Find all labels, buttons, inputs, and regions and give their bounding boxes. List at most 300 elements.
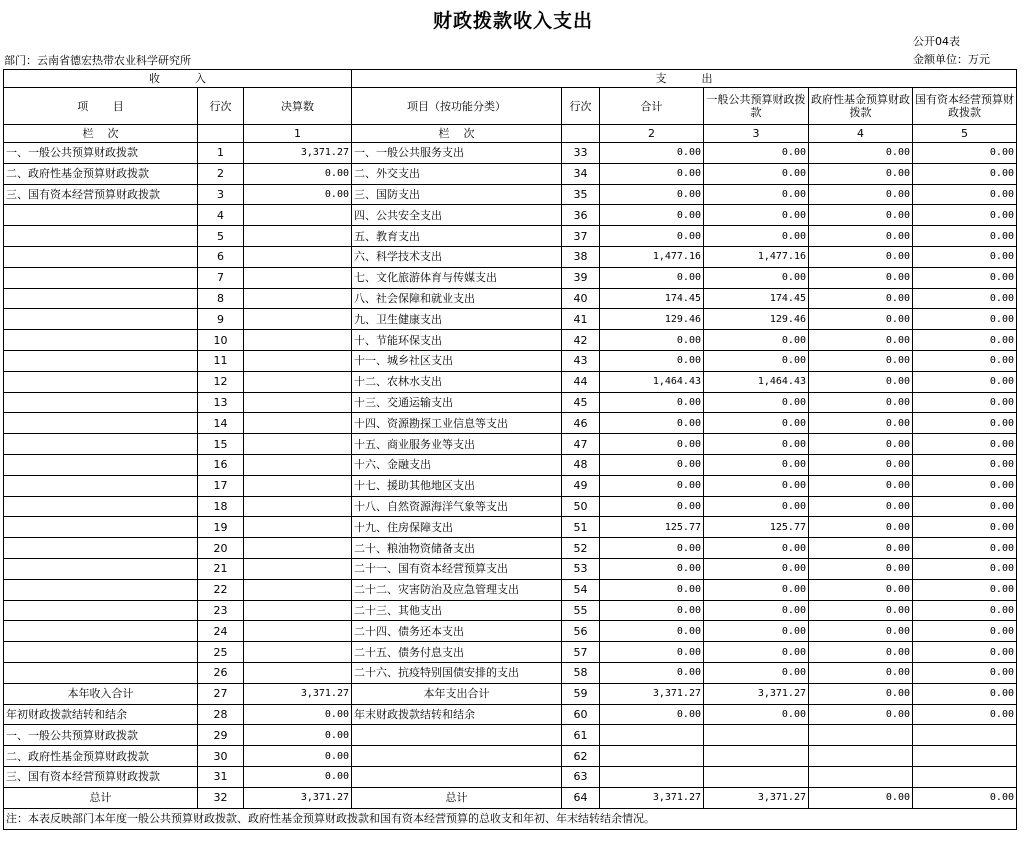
table-row [4, 350, 1017, 371]
expense-general-cell: 3,371.27 [704, 683, 809, 704]
table-row [4, 725, 1017, 746]
expense-line-cell: 44 [562, 371, 600, 392]
expense-line-cell: 36 [562, 205, 600, 226]
expense-line-cell: 37 [562, 226, 600, 247]
income-amount-cell [244, 600, 352, 621]
expense-total-cell: 0.00 [600, 267, 704, 288]
expense-general-cell: 0.00 [704, 413, 809, 434]
income-item-cell [4, 600, 198, 621]
expense-line-cell: 46 [562, 413, 600, 434]
expense-line-cell: 45 [562, 392, 600, 413]
expense-fund-cell: 0.00 [809, 683, 913, 704]
expense-fund-cell: 0.00 [809, 517, 913, 538]
expense-line-cell: 56 [562, 621, 600, 642]
income-item-cell [4, 371, 198, 392]
expense-state-cell: 0.00 [913, 309, 1017, 330]
expense-line-cell: 33 [562, 143, 600, 164]
expense-state-cell [913, 725, 1017, 746]
expense-item-cell: 本年支出合计 [352, 683, 562, 704]
col-func-item-header: 项目（按功能分类） [352, 88, 562, 125]
expense-line-cell: 43 [562, 350, 600, 371]
expense-state-cell: 0.00 [913, 330, 1017, 351]
table-row [4, 787, 1017, 808]
table-row [4, 309, 1017, 330]
table-row [4, 558, 1017, 579]
expense-general-cell: 0.00 [704, 434, 809, 455]
expense-general-cell: 0.00 [704, 704, 809, 725]
header-index-row [4, 125, 1017, 143]
expense-total-cell: 0.00 [600, 143, 704, 164]
expense-total-cell: 0.00 [600, 413, 704, 434]
expense-item-cell: 总计 [352, 787, 562, 808]
expense-total-cell: 0.00 [600, 205, 704, 226]
expense-total-cell: 0.00 [600, 454, 704, 475]
expense-total-cell: 0.00 [600, 330, 704, 351]
expense-state-cell: 0.00 [913, 475, 1017, 496]
expense-state-cell: 0.00 [913, 683, 1017, 704]
expense-total-cell [600, 725, 704, 746]
expense-fund-cell: 0.00 [809, 787, 913, 808]
expense-general-cell: 125.77 [704, 517, 809, 538]
expense-line-cell: 59 [562, 683, 600, 704]
expense-line-cell: 60 [562, 704, 600, 725]
expense-fund-cell [809, 766, 913, 787]
income-item-cell [4, 309, 198, 330]
table-row [4, 683, 1017, 704]
income-line-cell: 17 [198, 475, 244, 496]
expense-fund-cell: 0.00 [809, 371, 913, 392]
expense-fund-cell: 0.00 [809, 413, 913, 434]
income-item-cell [4, 330, 198, 351]
expense-fund-cell: 0.00 [809, 704, 913, 725]
col-line2-header: 行次 [562, 88, 600, 125]
expense-item-cell: 九、卫生健康支出 [352, 309, 562, 330]
expense-fund-cell: 0.00 [809, 288, 913, 309]
expense-item-cell: 四、公共安全支出 [352, 205, 562, 226]
expense-total-cell: 1,464.43 [600, 371, 704, 392]
expense-total-cell: 0.00 [600, 184, 704, 205]
income-amount-cell: 3,371.27 [244, 787, 352, 808]
col-label2-header: 栏 次 [352, 125, 562, 143]
table-row [4, 621, 1017, 642]
income-item-cell [4, 538, 198, 559]
expense-state-cell: 0.00 [913, 704, 1017, 725]
income-item-cell [4, 392, 198, 413]
col-general-header: 一般公共预算财政拨款 [704, 88, 809, 125]
income-item-cell [4, 350, 198, 371]
expense-item-cell: 十五、商业服务业等支出 [352, 434, 562, 455]
expense-fund-cell: 0.00 [809, 246, 913, 267]
expense-item-cell: 六、科学技术支出 [352, 246, 562, 267]
expense-state-cell: 0.00 [913, 579, 1017, 600]
income-line-cell: 4 [198, 205, 244, 226]
income-item-cell [4, 413, 198, 434]
income-amount-cell [244, 642, 352, 663]
income-line-cell: 30 [198, 746, 244, 767]
income-line-cell: 11 [198, 350, 244, 371]
income-line-cell: 26 [198, 662, 244, 683]
expense-total-cell: 0.00 [600, 579, 704, 600]
expense-item-cell: 五、教育支出 [352, 226, 562, 247]
expense-general-cell: 0.00 [704, 642, 809, 663]
table-row [4, 246, 1017, 267]
table-row [4, 746, 1017, 767]
expense-item-cell: 三、国防支出 [352, 184, 562, 205]
expense-total-cell: 0.00 [600, 392, 704, 413]
expense-state-cell [913, 766, 1017, 787]
table-row [4, 434, 1017, 455]
expense-fund-cell: 0.00 [809, 600, 913, 621]
income-amount-cell: 0.00 [244, 704, 352, 725]
amount-unit: 金额单位：万元 [913, 53, 990, 66]
expense-line-cell: 51 [562, 517, 600, 538]
expense-state-cell: 0.00 [913, 413, 1017, 434]
table-row [4, 662, 1017, 683]
expense-general-cell: 0.00 [704, 143, 809, 164]
income-line-cell: 8 [198, 288, 244, 309]
income-amount-cell [244, 579, 352, 600]
expense-state-cell: 0.00 [913, 371, 1017, 392]
table-row [4, 454, 1017, 475]
expense-state-cell: 0.00 [913, 205, 1017, 226]
expense-item-cell: 二十三、其他支出 [352, 600, 562, 621]
expense-line-cell: 38 [562, 246, 600, 267]
table-row [4, 143, 1017, 164]
expense-line-cell: 64 [562, 787, 600, 808]
income-item-cell: 年初财政拨款结转和结余 [4, 704, 198, 725]
income-line-cell: 20 [198, 538, 244, 559]
col-total-header: 合计 [600, 88, 704, 125]
expense-fund-cell: 0.00 [809, 558, 913, 579]
income-item-cell [4, 475, 198, 496]
income-amount-cell: 0.00 [244, 725, 352, 746]
income-line-cell: 18 [198, 496, 244, 517]
income-amount-cell [244, 330, 352, 351]
expense-total-cell: 125.77 [600, 517, 704, 538]
income-item-cell [4, 496, 198, 517]
expense-item-cell: 十四、资源勘探工业信息等支出 [352, 413, 562, 434]
expense-item-cell: 二十一、国有资本经营预算支出 [352, 558, 562, 579]
income-line-cell: 15 [198, 434, 244, 455]
income-item-cell [4, 205, 198, 226]
col-state-header: 国有资本经营预算财政拨款 [913, 88, 1017, 125]
income-line-cell: 14 [198, 413, 244, 434]
index-1: 1 [244, 125, 352, 143]
income-line-cell: 31 [198, 766, 244, 787]
table-row [4, 267, 1017, 288]
table-row [4, 704, 1017, 725]
income-item-cell [4, 288, 198, 309]
income-group-header: 收 入 [4, 70, 352, 88]
note-row [4, 808, 1017, 829]
income-item-cell [4, 226, 198, 247]
income-line-cell: 9 [198, 309, 244, 330]
expense-general-cell: 129.46 [704, 309, 809, 330]
expense-fund-cell: 0.00 [809, 205, 913, 226]
expense-item-cell: 十三、交通运输支出 [352, 392, 562, 413]
expense-fund-cell [809, 725, 913, 746]
income-line-cell: 10 [198, 330, 244, 351]
form-code: 公开04表 [913, 35, 960, 48]
expense-line-cell: 53 [562, 558, 600, 579]
income-line-cell: 1 [198, 143, 244, 164]
expense-state-cell: 0.00 [913, 642, 1017, 663]
expense-line-cell: 62 [562, 746, 600, 767]
expense-fund-cell: 0.00 [809, 330, 913, 351]
expense-fund-cell: 0.00 [809, 143, 913, 164]
expense-line-cell: 41 [562, 309, 600, 330]
table-row [4, 163, 1017, 184]
expense-fund-cell: 0.00 [809, 642, 913, 663]
expense-fund-cell: 0.00 [809, 226, 913, 247]
income-amount-cell [244, 392, 352, 413]
income-item-cell: 总计 [4, 787, 198, 808]
income-item-cell: 一、一般公共预算财政拨款 [4, 725, 198, 746]
expense-total-cell: 0.00 [600, 558, 704, 579]
expense-item-cell: 十一、城乡社区支出 [352, 350, 562, 371]
income-line-cell: 23 [198, 600, 244, 621]
expense-total-cell: 0.00 [600, 662, 704, 683]
expense-general-cell: 0.00 [704, 496, 809, 517]
expense-fund-cell: 0.00 [809, 662, 913, 683]
expense-fund-cell: 0.00 [809, 184, 913, 205]
expense-total-cell: 129.46 [600, 309, 704, 330]
income-item-cell [4, 246, 198, 267]
expense-line-cell: 52 [562, 538, 600, 559]
table-row [4, 475, 1017, 496]
expense-fund-cell: 0.00 [809, 267, 913, 288]
expense-general-cell: 0.00 [704, 662, 809, 683]
table-row [4, 413, 1017, 434]
expense-general-cell [704, 766, 809, 787]
expense-general-cell: 1,477.16 [704, 246, 809, 267]
expense-fund-cell: 0.00 [809, 392, 913, 413]
expense-item-cell [352, 746, 562, 767]
expense-item-cell: 二十六、抗疫特别国债安排的支出 [352, 662, 562, 683]
expense-state-cell: 0.00 [913, 517, 1017, 538]
expense-line-cell: 48 [562, 454, 600, 475]
income-line-cell: 27 [198, 683, 244, 704]
expense-general-cell: 0.00 [704, 330, 809, 351]
expense-item-cell: 八、社会保障和就业支出 [352, 288, 562, 309]
expense-state-cell: 0.00 [913, 288, 1017, 309]
expense-state-cell: 0.00 [913, 184, 1017, 205]
expense-line-cell: 47 [562, 434, 600, 455]
expense-line-cell: 58 [562, 662, 600, 683]
income-amount-cell [244, 205, 352, 226]
income-item-cell [4, 579, 198, 600]
expense-fund-cell: 0.00 [809, 496, 913, 517]
expense-general-cell: 0.00 [704, 600, 809, 621]
expense-item-cell: 十六、金融支出 [352, 454, 562, 475]
income-item-cell: 三、国有资本经营预算财政拨款 [4, 184, 198, 205]
expense-state-cell: 0.00 [913, 163, 1017, 184]
col-final-header: 决算数 [244, 88, 352, 125]
table-row [4, 288, 1017, 309]
expense-general-cell: 0.00 [704, 454, 809, 475]
expense-general-cell [704, 746, 809, 767]
income-line-cell: 2 [198, 163, 244, 184]
income-amount-cell: 0.00 [244, 184, 352, 205]
income-item-cell: 二、政府性基金预算财政拨款 [4, 163, 198, 184]
expense-item-cell [352, 725, 562, 746]
expense-group-header: 支 出 [352, 70, 1017, 88]
table-row [4, 600, 1017, 621]
expense-item-cell: 十、节能环保支出 [352, 330, 562, 351]
expense-state-cell: 0.00 [913, 558, 1017, 579]
expense-state-cell: 0.00 [913, 392, 1017, 413]
expense-total-cell: 0.00 [600, 434, 704, 455]
income-line-cell: 19 [198, 517, 244, 538]
expense-state-cell [913, 746, 1017, 767]
expense-item-cell: 二十二、灾害防治及应急管理支出 [352, 579, 562, 600]
income-amount-cell [244, 371, 352, 392]
index-5: 5 [913, 125, 1017, 143]
expense-state-cell: 0.00 [913, 621, 1017, 642]
expense-fund-cell: 0.00 [809, 538, 913, 559]
expense-total-cell: 1,477.16 [600, 246, 704, 267]
table-note: 注：本表反映部门本年度一般公共预算财政拨款、政府性基金预算财政拨款和国有资本经营预算的总收支和年初、年末结转结余情况。 [4, 808, 1017, 829]
expense-state-cell: 0.00 [913, 787, 1017, 808]
income-amount-cell [244, 226, 352, 247]
expense-general-cell: 0.00 [704, 163, 809, 184]
expense-fund-cell: 0.00 [809, 350, 913, 371]
expense-item-cell: 二十五、债务付息支出 [352, 642, 562, 663]
income-line-cell: 29 [198, 725, 244, 746]
expense-item-cell: 十八、自然资源海洋气象等支出 [352, 496, 562, 517]
expense-item-cell: 一、一般公共服务支出 [352, 143, 562, 164]
expense-general-cell: 0.00 [704, 558, 809, 579]
expense-total-cell: 0.00 [600, 600, 704, 621]
income-line-cell: 13 [198, 392, 244, 413]
income-item-cell [4, 558, 198, 579]
table-row [4, 579, 1017, 600]
expense-general-cell [704, 725, 809, 746]
table-row [4, 517, 1017, 538]
income-item-cell: 一、一般公共预算财政拨款 [4, 143, 198, 164]
expense-general-cell: 0.00 [704, 205, 809, 226]
income-amount-cell [244, 246, 352, 267]
income-amount-cell [244, 309, 352, 330]
income-amount-cell [244, 454, 352, 475]
expense-line-cell: 55 [562, 600, 600, 621]
income-line-cell: 28 [198, 704, 244, 725]
page-title: 财政拨款收入支出 [432, 10, 593, 32]
income-amount-cell: 3,371.27 [244, 143, 352, 164]
expense-total-cell: 0.00 [600, 475, 704, 496]
income-amount-cell [244, 496, 352, 517]
expense-line-cell: 34 [562, 163, 600, 184]
income-amount-cell [244, 538, 352, 559]
expense-total-cell: 3,371.27 [600, 683, 704, 704]
expense-total-cell: 0.00 [600, 621, 704, 642]
expense-total-cell: 0.00 [600, 163, 704, 184]
income-amount-cell [244, 413, 352, 434]
income-line-cell: 32 [198, 787, 244, 808]
expense-general-cell: 0.00 [704, 579, 809, 600]
income-amount-cell [244, 288, 352, 309]
income-amount-cell [244, 267, 352, 288]
income-line-cell: 12 [198, 371, 244, 392]
expense-general-cell: 0.00 [704, 184, 809, 205]
header-group-row [4, 70, 1017, 88]
expense-fund-cell: 0.00 [809, 475, 913, 496]
expense-line-cell: 42 [562, 330, 600, 351]
expense-line-cell: 63 [562, 766, 600, 787]
expense-state-cell: 0.00 [913, 496, 1017, 517]
expense-general-cell: 174.45 [704, 288, 809, 309]
expense-item-cell: 二十、粮油物资储备支出 [352, 538, 562, 559]
expense-total-cell: 0.00 [600, 496, 704, 517]
expense-fund-cell: 0.00 [809, 621, 913, 642]
income-item-cell [4, 662, 198, 683]
income-line-cell: 3 [198, 184, 244, 205]
table-row [4, 205, 1017, 226]
income-line-cell: 6 [198, 246, 244, 267]
income-line-cell: 7 [198, 267, 244, 288]
expense-item-cell: 七、文化旅游体育与传媒支出 [352, 267, 562, 288]
expense-total-cell: 0.00 [600, 642, 704, 663]
table-row [4, 766, 1017, 787]
expense-state-cell: 0.00 [913, 267, 1017, 288]
income-amount-cell: 3,371.27 [244, 683, 352, 704]
expense-general-cell: 0.00 [704, 475, 809, 496]
table-row [4, 184, 1017, 205]
income-amount-cell [244, 475, 352, 496]
income-item-cell [4, 267, 198, 288]
expense-line-cell: 40 [562, 288, 600, 309]
expense-general-cell: 0.00 [704, 226, 809, 247]
expense-state-cell: 0.00 [913, 434, 1017, 455]
table-row [4, 496, 1017, 517]
income-item-cell: 本年收入合计 [4, 683, 198, 704]
expense-state-cell: 0.00 [913, 350, 1017, 371]
income-line-cell: 5 [198, 226, 244, 247]
expense-total-cell: 0.00 [600, 350, 704, 371]
income-amount-cell [244, 434, 352, 455]
expense-line-cell: 50 [562, 496, 600, 517]
expense-general-cell: 1,464.43 [704, 371, 809, 392]
income-line-cell: 25 [198, 642, 244, 663]
expense-state-cell: 0.00 [913, 143, 1017, 164]
col-label-header: 栏 次 [4, 125, 198, 143]
expense-state-cell: 0.00 [913, 246, 1017, 267]
table-row [4, 392, 1017, 413]
income-amount-cell [244, 350, 352, 371]
income-amount-cell [244, 621, 352, 642]
expense-line-cell: 61 [562, 725, 600, 746]
expense-item-cell: 十九、住房保障支出 [352, 517, 562, 538]
expense-general-cell: 0.00 [704, 538, 809, 559]
expense-line-cell: 49 [562, 475, 600, 496]
income-amount-cell: 0.00 [244, 163, 352, 184]
index-4: 4 [809, 125, 913, 143]
expense-state-cell: 0.00 [913, 600, 1017, 621]
department-label: 部门：云南省德宏热带农业科学研究所 [4, 54, 191, 67]
expense-total-cell [600, 746, 704, 767]
expense-fund-cell: 0.00 [809, 454, 913, 475]
expense-item-cell: 二十四、债务还本支出 [352, 621, 562, 642]
expense-line-cell: 57 [562, 642, 600, 663]
col-fund-header: 政府性基金预算财政拨款 [809, 88, 913, 125]
expense-total-cell: 0.00 [600, 704, 704, 725]
income-item-cell [4, 434, 198, 455]
income-item-cell: 三、国有资本经营预算财政拨款 [4, 766, 198, 787]
index-3: 3 [704, 125, 809, 143]
income-line-cell: 22 [198, 579, 244, 600]
expense-item-cell: 二、外交支出 [352, 163, 562, 184]
income-item-cell [4, 517, 198, 538]
